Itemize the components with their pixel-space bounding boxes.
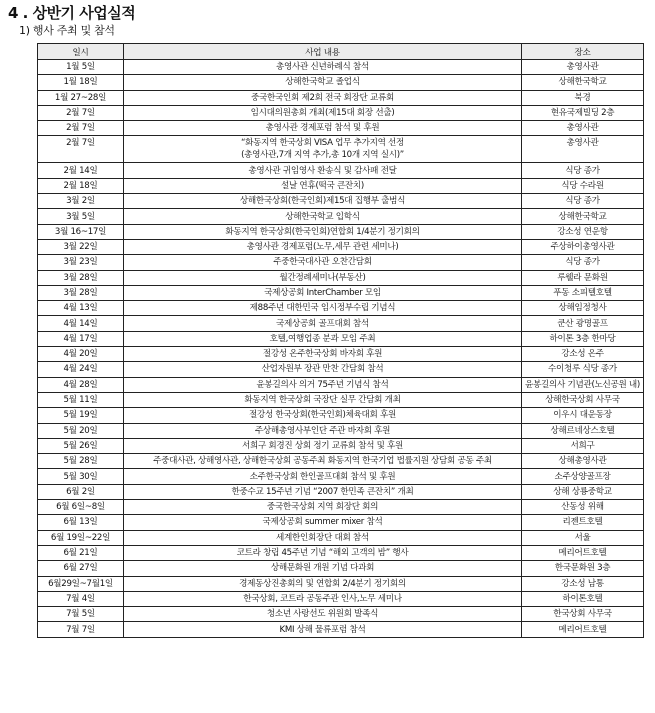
cell-date: 2월 7일: [38, 121, 124, 136]
table-row: [38, 301, 644, 316]
table-row: [38, 469, 644, 484]
cell-content: 총영사관 경제포럼(노무,세무 관련 세미나): [124, 239, 522, 254]
table-row: [38, 163, 644, 178]
cell-place: 메리어트호텔: [522, 545, 644, 560]
cell-content: 한중수교 15주년 기념 “2007 한민족 큰잔치” 개최: [124, 484, 522, 499]
table-header-row: [38, 44, 644, 60]
cell-content: 세계한인회장단 대회 참석: [124, 530, 522, 545]
cell-place: 서울: [522, 530, 644, 545]
cell-date: 6월29일~7월1일: [38, 576, 124, 591]
cell-date: 5월 30일: [38, 469, 124, 484]
section-heading: 4 . 상반기 사업실적: [8, 4, 136, 22]
cell-date: 5월 11일: [38, 392, 124, 407]
cell-place: 총영사관: [522, 60, 644, 75]
cell-date: 3월 2일: [38, 194, 124, 209]
cell-place: 서희구: [522, 438, 644, 453]
cell-place: 강소성 남통: [522, 576, 644, 591]
cell-date: 2월 14일: [38, 163, 124, 178]
table-row: [38, 377, 644, 392]
cell-content: 서희구 회경진 상회 정기 교류회 참석 및 후원: [124, 438, 522, 453]
cell-content: 국제상공회 summer mixer 참석: [124, 515, 522, 530]
table-row: [38, 255, 644, 270]
cell-place: 상해 상룡중학교: [522, 484, 644, 499]
table-row: [38, 209, 644, 224]
table-row: [38, 194, 644, 209]
cell-place: 상해한국학교: [522, 209, 644, 224]
cell-content: 총영사관 신년하례식 참석: [124, 60, 522, 75]
events-table: [37, 43, 644, 638]
table-row: [38, 331, 644, 346]
table-row: [38, 362, 644, 377]
cell-content: “화동지역 한국상회 VISA 업무 추가지역 선정 (총영사관,7개 지역 추가,총 10개 지역 실시)”: [124, 136, 522, 163]
cell-place: 주상하이총영사관: [522, 239, 644, 254]
cell-date: 3월 16~17일: [38, 224, 124, 239]
cell-date: 4월 20일: [38, 347, 124, 362]
cell-date: 4월 17일: [38, 331, 124, 346]
cell-content: 절강성 온주한국상회 바자회 후원: [124, 347, 522, 362]
cell-content: 상해한국학교 입학식: [124, 209, 522, 224]
table-row: [38, 285, 644, 300]
cell-content: 상해문화원 개원 기념 다과회: [124, 561, 522, 576]
table-row: [38, 607, 644, 622]
cell-date: 5월 28일: [38, 454, 124, 469]
table-row: [38, 408, 644, 423]
cell-place: 하이톤호텔: [522, 591, 644, 606]
cell-date: 6월 2일: [38, 484, 124, 499]
table-row: [38, 484, 644, 499]
cell-date: 4월 28일: [38, 377, 124, 392]
cell-content: 윤봉길의사 의거 75주년 기념식 참석: [124, 377, 522, 392]
table-row: [38, 224, 644, 239]
cell-place: 윤봉길의사 기념관(노신공원 내): [522, 377, 644, 392]
table-row: [38, 576, 644, 591]
cell-date: 4월 14일: [38, 316, 124, 331]
cell-content: 총영사관 귀임영사 환송식 및 감사패 전달: [124, 163, 522, 178]
cell-place: 식당 종가: [522, 163, 644, 178]
table-row: [38, 423, 644, 438]
table-row: [38, 105, 644, 120]
cell-content: 경제동상진총회의 및 연합회 2/4분기 정기회의: [124, 576, 522, 591]
cell-content: 화동지역 한국상회(한국인회)연합회 1/4분기 정기회의: [124, 224, 522, 239]
table-row: [38, 90, 644, 105]
cell-place: 수이청루 식당 종가: [522, 362, 644, 377]
cell-content: 상해한국학교 졸업식: [124, 75, 522, 90]
cell-content: 화동지역 한국상회 국장단 실무 간담회 개최: [124, 392, 522, 407]
cell-place: 강소성 온주: [522, 347, 644, 362]
cell-date: 3월 28일: [38, 270, 124, 285]
cell-content: 소주한국상회 한인골프대회 참석 및 후원: [124, 469, 522, 484]
cell-content: 절강성 한국상회(한국인회)체육대회 후원: [124, 408, 522, 423]
cell-content: 청소년 사랑선도 위원회 발족식: [124, 607, 522, 622]
header-content: 사업 내용: [124, 44, 522, 60]
cell-place: 상해한국학교: [522, 75, 644, 90]
table-row: [38, 136, 644, 163]
cell-content: 제88주년 대한민국 임시정부수립 기념식: [124, 301, 522, 316]
cell-date: 2월 18일: [38, 178, 124, 193]
cell-place: 식당 종가: [522, 194, 644, 209]
table-row: [38, 75, 644, 90]
cell-place: 총영사관: [522, 121, 644, 136]
cell-place: 북경: [522, 90, 644, 105]
cell-date: 3월 22일: [38, 239, 124, 254]
cell-place: 상해르네상스호텔: [522, 423, 644, 438]
cell-date: 2월 7일: [38, 136, 124, 163]
cell-content: 산업자원부 장관 만찬 간담회 참석: [124, 362, 522, 377]
header-date: 일시: [38, 44, 124, 60]
cell-place: 하이톤 3층 한마당: [522, 331, 644, 346]
table-row: [38, 500, 644, 515]
cell-content: 총영사관 경제포럼 참석 및 후원: [124, 121, 522, 136]
cell-date: 3월 5일: [38, 209, 124, 224]
cell-date: 6월 19일~22일: [38, 530, 124, 545]
cell-date: 6월 6일~8일: [38, 500, 124, 515]
cell-place: 리젠트호텔: [522, 515, 644, 530]
cell-place: 메리어트호텔: [522, 622, 644, 637]
cell-date: 2월 7일: [38, 105, 124, 120]
cell-date: 5월 19일: [38, 408, 124, 423]
cell-content: 주중한국대사관 오찬간담회: [124, 255, 522, 270]
cell-content: 월간정례세미나(부동산): [124, 270, 522, 285]
cell-date: 1월 27~28일: [38, 90, 124, 105]
table-row: [38, 347, 644, 362]
cell-content: 주상해총영사부인단 주관 바자회 후원: [124, 423, 522, 438]
table-row: [38, 270, 644, 285]
cell-place: 식당 종가: [522, 255, 644, 270]
header-place: 장소: [522, 44, 644, 60]
cell-date: 1월 5일: [38, 60, 124, 75]
table-row: [38, 515, 644, 530]
cell-content: 중국한국상회 지역 회장단 회의: [124, 500, 522, 515]
cell-place: 총영사관: [522, 136, 644, 163]
table-row: [38, 561, 644, 576]
table-row: [38, 622, 644, 637]
cell-place: 상해임정청사: [522, 301, 644, 316]
section-subheading: 1) 행사 주최 및 참석: [19, 24, 115, 37]
cell-content: 설날 연휴(떡국 큰잔치): [124, 178, 522, 193]
table-row: [38, 316, 644, 331]
cell-place: 식당 수라원: [522, 178, 644, 193]
table-row: [38, 545, 644, 560]
cell-date: 1월 18일: [38, 75, 124, 90]
cell-place: 소주상양골프장: [522, 469, 644, 484]
table-row: [38, 454, 644, 469]
cell-place: 한국문화원 3층: [522, 561, 644, 576]
cell-date: 7월 7일: [38, 622, 124, 637]
cell-place: 쿤산 광명골프: [522, 316, 644, 331]
cell-date: 4월 13일: [38, 301, 124, 316]
table-row: [38, 530, 644, 545]
cell-place: 현유국제빌딩 2층: [522, 105, 644, 120]
cell-date: 5월 20일: [38, 423, 124, 438]
table-row: [38, 591, 644, 606]
cell-content: 국제상공회 InterChamber 모임: [124, 285, 522, 300]
cell-content: 주중대사관, 상해영사관, 상해한국상회 공동주최 화동지역 한국기업 법률지원 상담회 공동 주최: [124, 454, 522, 469]
table-row: [38, 239, 644, 254]
cell-content: 국제상공회 골프대회 참석: [124, 316, 522, 331]
cell-place: 산동성 위해: [522, 500, 644, 515]
cell-date: 6월 13일: [38, 515, 124, 530]
table-row: [38, 121, 644, 136]
cell-place: 루웰라 문화원: [522, 270, 644, 285]
cell-date: 7월 4일: [38, 591, 124, 606]
cell-date: 3월 28일: [38, 285, 124, 300]
table-row: [38, 60, 644, 75]
cell-place: 한국상회 사무국: [522, 607, 644, 622]
cell-content: 호텔,여행업종 분과 모임 주최: [124, 331, 522, 346]
cell-date: 4월 24일: [38, 362, 124, 377]
table-row: [38, 392, 644, 407]
cell-content: KMI 상해 물류포럼 참석: [124, 622, 522, 637]
cell-place: 푸동 소피텔호텔: [522, 285, 644, 300]
table-row: [38, 438, 644, 453]
cell-date: 6월 27일: [38, 561, 124, 576]
cell-date: 6월 21일: [38, 545, 124, 560]
cell-date: 3월 23일: [38, 255, 124, 270]
cell-place: 강소성 연운항: [522, 224, 644, 239]
cell-content: 한국상회, 코트라 공동주관 인사,노무 세미나: [124, 591, 522, 606]
cell-content: 상해한국상회(한국인회)제15대 집행부 출범식: [124, 194, 522, 209]
table-row: [38, 178, 644, 193]
cell-place: 상해총영사관: [522, 454, 644, 469]
cell-place: 이우시 대운동장: [522, 408, 644, 423]
cell-date: 7월 5일: [38, 607, 124, 622]
cell-content: 임시대의원총회 개최(제15대 회장 선출): [124, 105, 522, 120]
cell-date: 5월 26일: [38, 438, 124, 453]
cell-content: 코트라 창립 45주년 기념 “해외 고객의 밤” 행사: [124, 545, 522, 560]
cell-place: 상해한국상회 사무국: [522, 392, 644, 407]
cell-content: 중국한국인회 제2회 전국 회장단 교류회: [124, 90, 522, 105]
